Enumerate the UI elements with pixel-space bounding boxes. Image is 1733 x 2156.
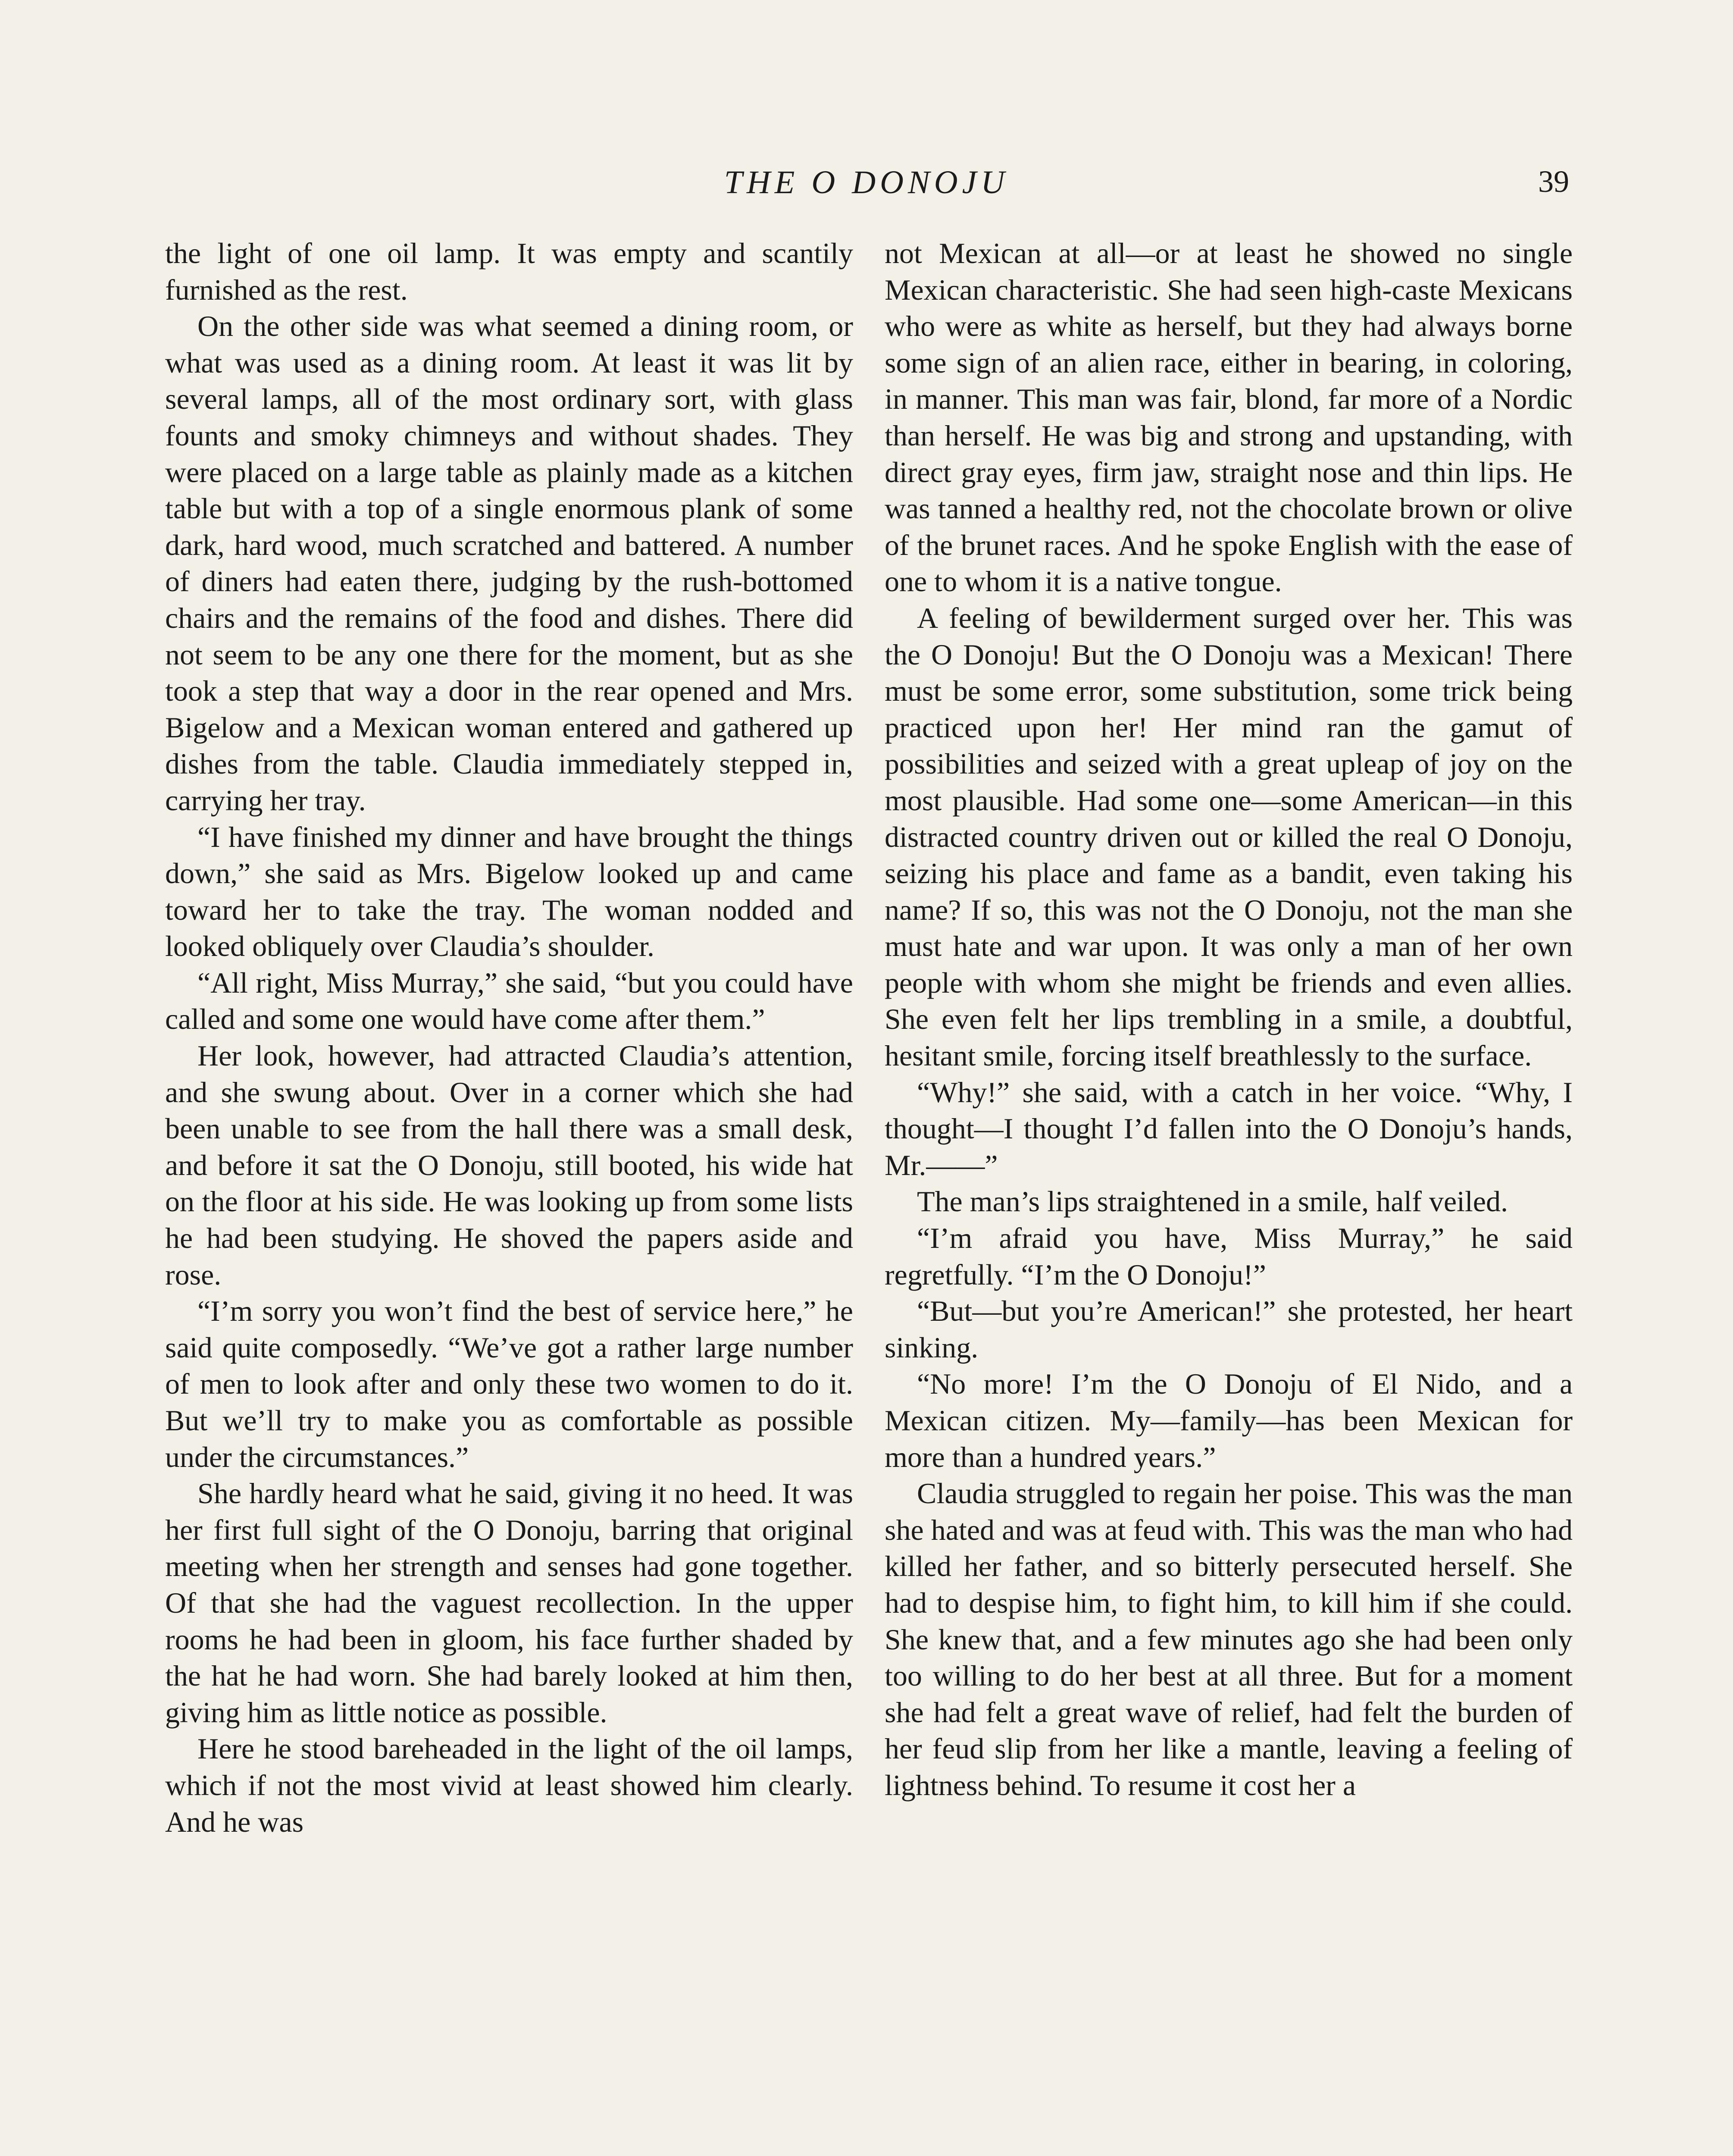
paragraph: “I have finished my dinner and have brought the things down,” she said as Mrs. Bigelow looked up and came toward her to take the tray. The woman nodded and looked obliquely over Claudia’s shoulder. bbox=[165, 820, 853, 963]
paragraph: “I’m sorry you won’t find the best of service here,” he said quite composedly. “We’ve got a rather large number of men to look after and only these two women to do it. But we’ll try to make you as comfortable as possible under the circumstances.” bbox=[165, 1294, 853, 1473]
paragraph: A feeling of bewilderment surged over her. This was the O Donoju! But the O Donoju was a Mexican! There must be some error, some substitution, some trick being practiced upon her! Her mind ran the gamut of possibilities and seized with a great upleap of joy on the most plausible. Had some one—some American—in this distracted country driven out or killed the real O Donoju, seizing his place and fame as a bandit, even taking his name? If so, this was not the O Donoju, not the man she must hate and war upon. It was only a man of her own people with whom she might be friends and even allies. She even felt her lips trembling in a smile, a doubtful, hesitant smile, forcing itself breathlessly to the surface. bbox=[885, 601, 1573, 1072]
paragraph: not Mexican at all—or at least he showed no single Mexican characteristic. She had seen high-caste Mexicans who were as white as herself, but they had always borne some sign of an alien race, either in bearing, in coloring, in manner. This man was fair, blond, far more of a Nordic than herself. He was big and strong and upstanding, with direct gray eyes, firm jaw, straight nose and thin lips. He was tanned a healthy red, not the chocolate brown or olive of the brunet races. And he spoke English with the ease of one to whom it is a native tongue. bbox=[885, 237, 1573, 598]
paragraph: On the other side was what seemed a dining room, or what was used as a dining room. At least it was lit by several lamps, all of the most ordinary sort, with glass founts and smoky chimneys and without shades. They were placed on a large table as plainly made as a kitchen table but with a top of a single enormous plank of some dark, hard wood, much scratched and battered. A number of diners had eaten there, judging by the rush-bottomed chairs and the remains of the food and dishes. There did not seem to be any one there for the moment, but as she took a step that way a door in the rear opened and Mrs. Bigelow and a Mexican woman entered and gathered up dishes from the table. Claudia immediately stepped in, carrying her tray. bbox=[165, 310, 853, 817]
paragraph: “But—but you’re American!” she protested, her heart sinking. bbox=[885, 1294, 1573, 1364]
paragraph: “No more! I’m the O Donoju of El Nido, and a Mexican citizen. My—family—has been Mexican for more than a hundred years.” bbox=[885, 1367, 1573, 1473]
paragraph: She hardly heard what he said, giving it no heed. It was her first full sight of the O Donoju, barring that original meeting when her strength and senses had gone together. Of that she had the vaguest recollection. In the upper rooms he had been in gloom, his face further shaded by the hat he had worn. She had barely looked at him then, giving him as little notice as possible. bbox=[165, 1477, 853, 1729]
paragraph: Here he stood bareheaded in the light of the oil lamps, which if not the most vivid at least showed him clearly. And he was bbox=[165, 1732, 853, 1838]
paragraph: the light of one oil lamp. It was empty and scantily furnished as the rest. bbox=[165, 237, 853, 306]
paragraph: Her look, however, had attracted Claudia’s attention, and she swung about. Over in a corner which she had been unable to see from the hall there was a small desk, and before it sat the O Donoju, still booted, his wide hat on the floor at his side. He was looking up from some lists he had been studying. He shoved the papers aside and rose. bbox=[165, 1039, 853, 1291]
paragraph: “All right, Miss Murray,” she said, “but you could have called and some one would have come after them.” bbox=[165, 966, 853, 1036]
running-title: THE O DONOJU bbox=[724, 164, 1009, 201]
paragraph: The man’s lips straightened in a smile, half veiled. bbox=[917, 1185, 1508, 1218]
left-column bbox=[165, 235, 853, 1840]
page-number: 39 bbox=[1538, 164, 1569, 199]
page-header bbox=[164, 164, 1569, 216]
paragraph: Claudia struggled to regain her poise. This was the man she hated and was at feud with. This was the man who had killed her father, and so bitterly persecuted herself. She had to despise him, to fight him, to kill him if she could. She knew that, and a few minutes ago she had been only too willing to do her best at all three. But for a moment she had felt a great wave of relief, had felt the burden of her feud slip from her like a mantle, leaving a feeling of lightness behind. To resume it cost her a bbox=[885, 1477, 1573, 1802]
paragraph: “Why!” she said, with a catch in her voice. “Why, I thought—I thought I’d fallen into the O Donoju’s hands, Mr.——” bbox=[885, 1075, 1573, 1181]
paragraph: “I’m afraid you have, Miss Murray,” he said regretfully. “I’m the O Donoju!” bbox=[885, 1222, 1573, 1291]
right-column bbox=[885, 235, 1573, 1804]
